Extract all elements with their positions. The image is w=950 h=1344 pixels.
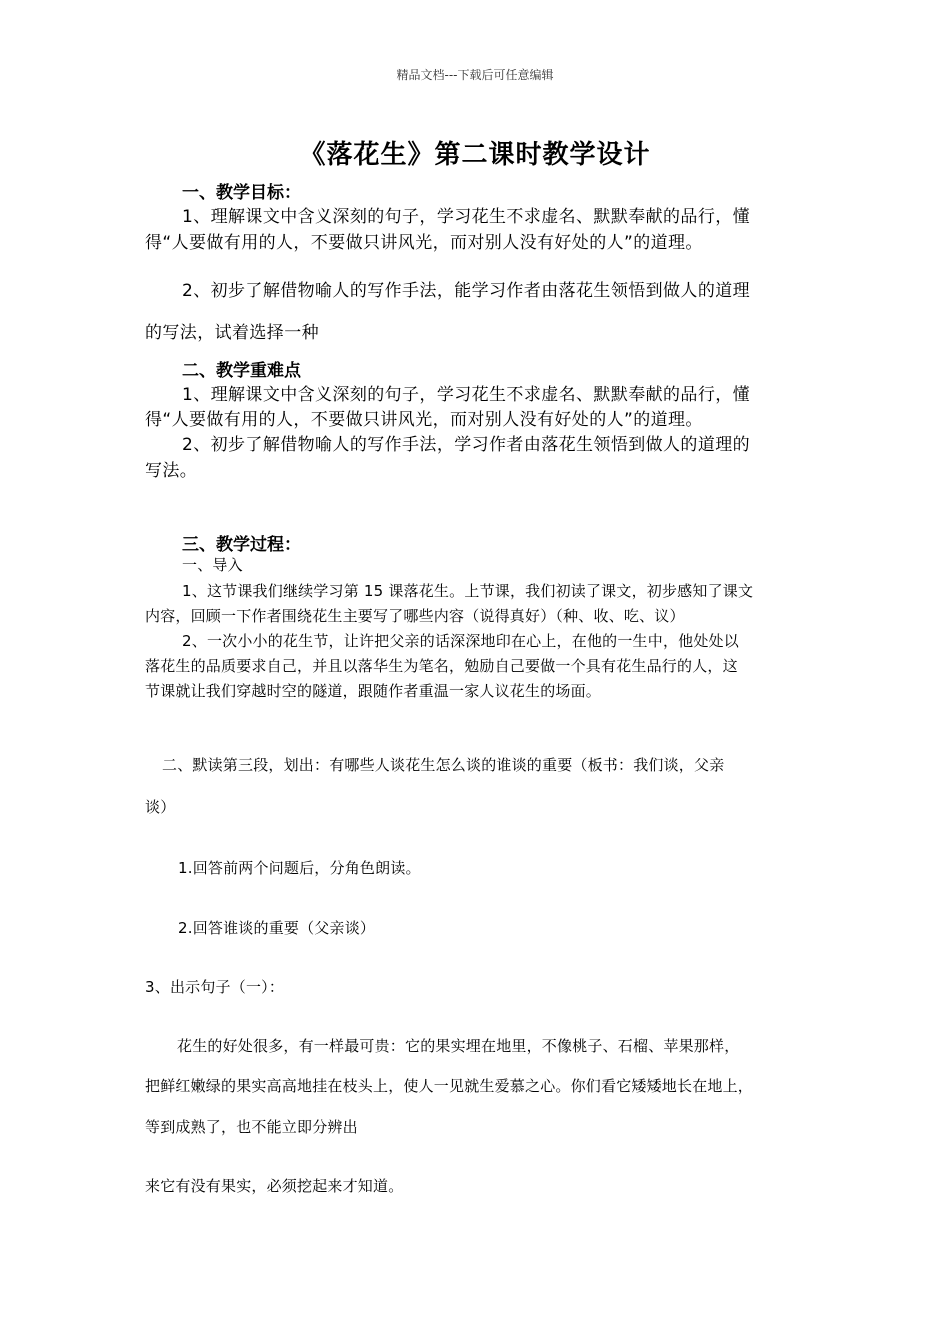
question-item: 1.回答前两个问题后，分角色朗读。 bbox=[178, 859, 421, 877]
quote-line: 等到成熟了，也不能立即分辨出 bbox=[145, 1118, 358, 1136]
paragraph-line: 内容，回顾一下作者围绕花生主要写了哪些内容（说得真好）（种、收、吃、议） bbox=[145, 607, 685, 625]
paragraph-line: 得“人要做有用的人，不要做只讲风光，而对别人没有好处的人”的道理。 bbox=[145, 410, 703, 430]
header-note: 精品文档---下载后可任意编辑 bbox=[396, 68, 554, 82]
question-item: 3、出示句子（一）： bbox=[145, 978, 285, 996]
section-heading-process: 三、教学过程： bbox=[182, 535, 301, 555]
paragraph-line: 2、初步了解借物喻人的写作手法，学习作者由落花生领悟到做人的道理的 bbox=[182, 435, 751, 455]
quote-line: 把鲜红嫩绿的果实高高地挂在枝头上，使人一见就生爱慕之心。你们看它矮矮地长在地上， bbox=[145, 1077, 754, 1095]
subheading-intro: 一、导入 bbox=[182, 556, 243, 574]
quote-line: 花生的好处很多，有一样最可贵：它的果实埋在地里，不像桃子、石榴、苹果那样， bbox=[177, 1037, 740, 1055]
paragraph-line: 2、一次小小的花生节，让许把父亲的话深深地印在心上，在他的一生中，他处处以 bbox=[182, 632, 739, 650]
paragraph-line: 写法。 bbox=[145, 461, 198, 481]
paragraph-line: 得“人要做有用的人，不要做只讲风光，而对别人没有好处的人”的道理。 bbox=[145, 233, 703, 253]
paragraph-line: 节课就让我们穿越时空的隧道，跟随作者重温一家人议花生的场面。 bbox=[145, 682, 602, 700]
paragraph-line: 落花生的品质要求自己，并且以落华生为笔名，勉励自己要做一个具有花生品行的人，这 bbox=[145, 657, 738, 675]
section-heading-key-points: 二、教学重难点 bbox=[182, 361, 301, 381]
paragraph-line: 的写法，试着选择一种 bbox=[145, 323, 319, 343]
paragraph-line: 1、这节课我们继续学习第 15 课落花生。上节课，我们初读了课文，初步感知了课文 bbox=[182, 582, 754, 600]
paragraph-line: 1、理解课文中含义深刻的句子，学习花生不求虚名、默默奉献的品行，懂 bbox=[182, 207, 751, 227]
subheading-silent-reading: 二、默读第三段，划出：有哪些人谈花生怎么谈的谁谈的重要（板书：我们谈，父亲 bbox=[162, 756, 725, 774]
paragraph-line: 谈） bbox=[145, 798, 176, 816]
section-heading-objectives: 一、教学目标： bbox=[182, 183, 301, 203]
paragraph-line: 1、理解课文中含义深刻的句子，学习花生不求虚名、默默奉献的品行，懂 bbox=[182, 385, 751, 405]
document-title: 《落花生》第二课时教学设计 bbox=[299, 140, 651, 170]
question-item: 2.回答谁谈的重要（父亲谈） bbox=[178, 919, 376, 937]
quote-line: 来它有没有果实，必须挖起来才知道。 bbox=[145, 1177, 404, 1195]
paragraph-line: 2、初步了解借物喻人的写作手法，能学习作者由落花生领悟到做人的道理 bbox=[182, 281, 751, 301]
